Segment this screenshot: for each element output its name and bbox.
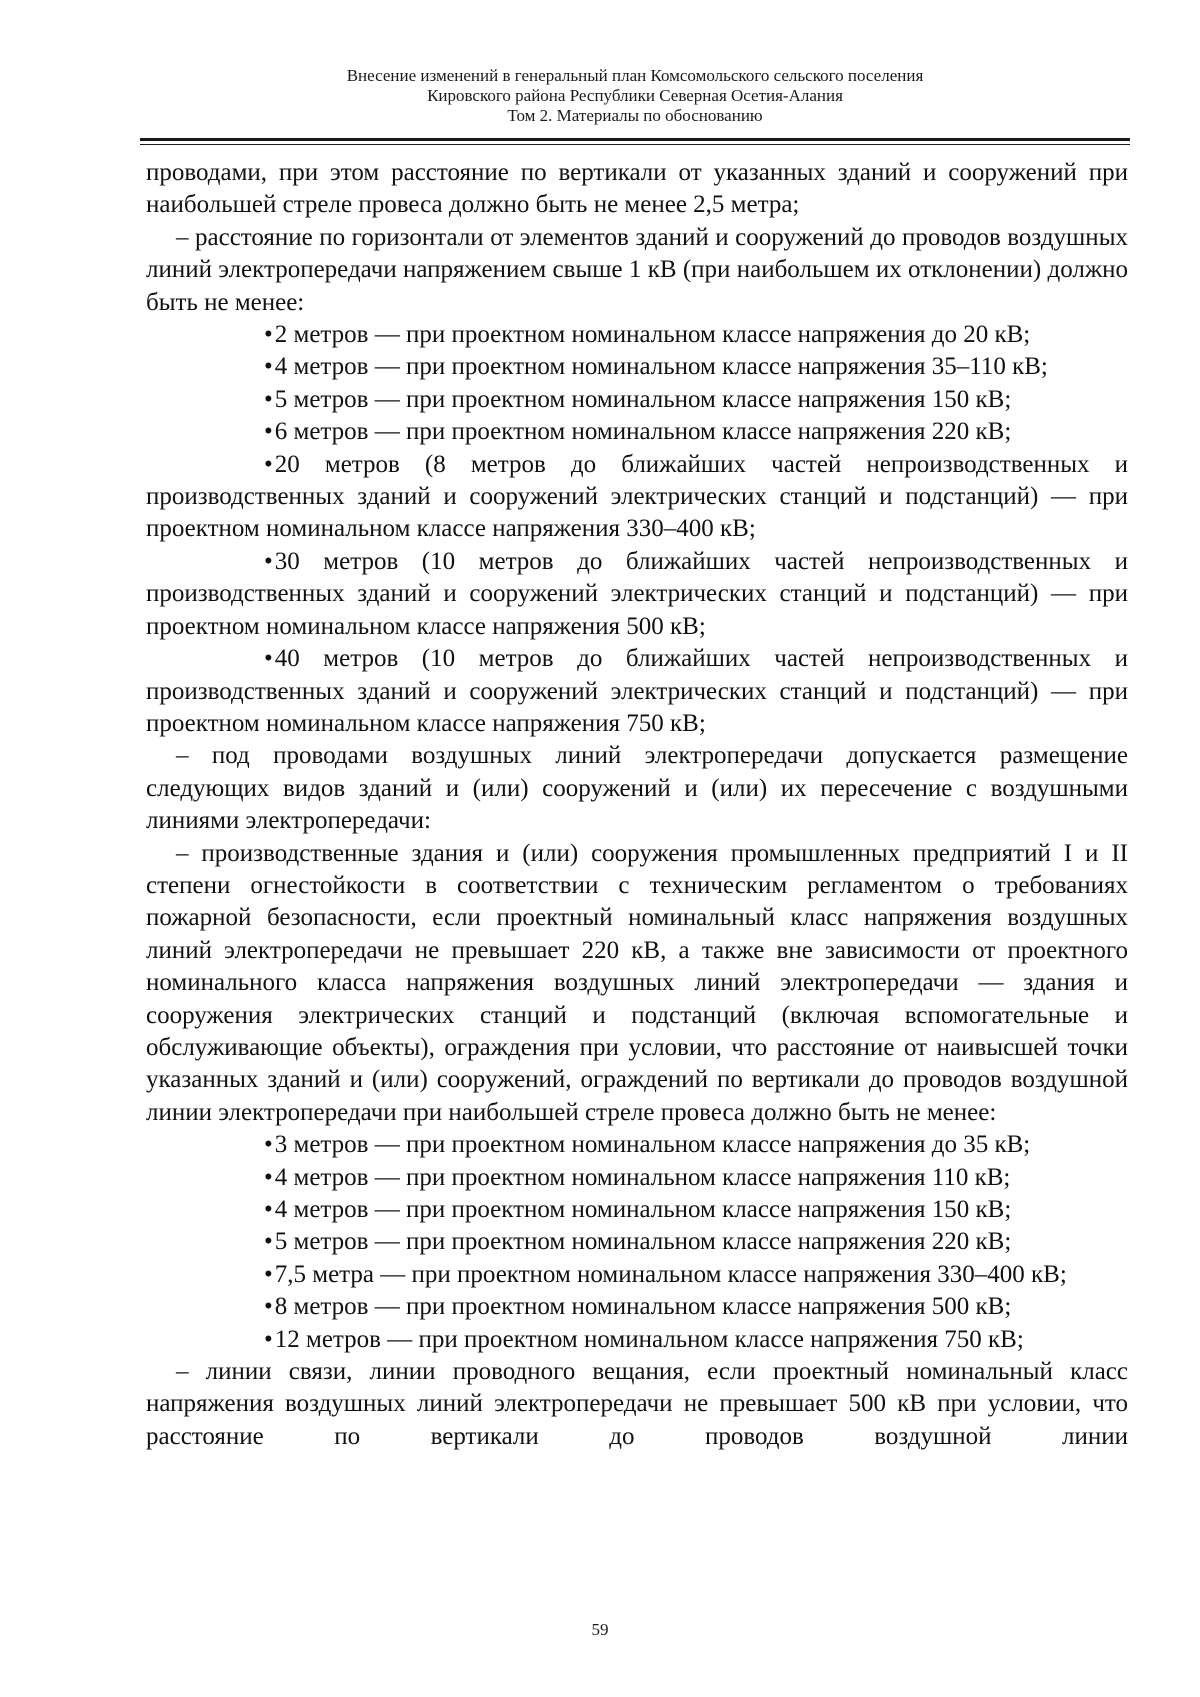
bullet-icon: •	[264, 1228, 273, 1256]
header-rule-thin	[140, 144, 1130, 145]
header-line-1: Внесение изменений в генеральный план Комсомольского сельского поселения	[346, 66, 924, 85]
running-header	[140, 66, 1130, 126]
bullet-item: •20 метров (8 метров до ближайших частей непроизводственных и производственных зданий и сооружений электрических станций и подстанций) — при проектном номинальном классе напряжения 330–400 кВ;	[146, 450, 1128, 543]
bullet-icon: •	[264, 450, 273, 478]
bullet-item: •2 метров — при проектном номинальном классе напряжения до 20 кВ;	[146, 319, 1128, 351]
bullet-icon: •	[264, 353, 273, 381]
paragraph: проводами, при этом расстояние по вертикали от указанных зданий и сооружений при наибольшей стреле провеса должно быть не менее 2,5 метра;	[146, 159, 1128, 219]
bullet-item: •3 метров — при проектном номинальном классе напряжения до 35 кВ;	[146, 1129, 1128, 1161]
bullet-icon: •	[264, 1163, 273, 1191]
bullet-item: •8 метров — при проектном номинальном классе напряжения 500 кВ;	[146, 1291, 1128, 1323]
bullet-item: •40 метров (10 метров до ближайших частей непроизводственных и производственных зданий и сооружений электрических станций и подстанций) — при проектном номинальном классе напряжения 750 кВ;	[146, 645, 1128, 737]
bullet-icon: •	[264, 547, 273, 575]
bullet-item: •12 метров — при проектном номинальном классе напряжения 750 кВ;	[146, 1324, 1128, 1356]
dash-item: – под проводами воздушных линий электропередачи допускается размещение следующих видов зданий и (или) сооружений и (или) их пересечение с воздушными линиями электропередачи:	[146, 742, 1128, 835]
page-number: 59	[591, 1620, 609, 1639]
body-text	[146, 157, 1128, 1453]
bullet-item: •30 метров (10 метров до ближайших частей непроизводственных и производственных зданий и сооружений электрических станций и подстанций) — при проектном номинальном классе напряжения 500 кВ;	[146, 547, 1128, 640]
bullet-icon: •	[264, 1325, 273, 1353]
bullet-icon: •	[264, 418, 273, 446]
bullet-item: •4 метров — при проектном номинальном классе напряжения 110 кВ;	[146, 1162, 1128, 1194]
bullet-icon: •	[264, 385, 273, 413]
bullet-icon: •	[264, 645, 273, 673]
bullet-icon: •	[264, 1131, 273, 1159]
dash-item: – расстояние по горизонтали от элементов зданий и сооружений до проводов воздушных линий электропередачи напряжением свыше 1 кВ (при наибольшем их отклонении) должно быть не менее:	[146, 223, 1128, 316]
dash-item: – производственные здания и (или) сооружения промышленных предприятий I и II степени огнестойкости в соответствии с техническим регламентом о требованиях пожарной безопасности, если проектный номинальный класс напряжения воздушных линий электропередачи не превышает 220 кВ, а также вне зависимости от проектного номинального класса напряжения воздушных линий электропередачи — здания и сооружения электрических станций и подстанций (включая вспомогательные и обслуживающие объекты), ограждения при условии, что расстояние от наивысшей точки указанных зданий и (или) сооружений, ограждений по вертикали до проводов воздушной линии электропередачи при наибольшей стреле провеса должно быть не менее:	[146, 839, 1128, 1126]
header-line-2: Кировского района Республики Северная Осетия-Алания	[427, 86, 843, 105]
bullet-item: •4 метров — при проектном номинальном классе напряжения 35–110 кВ;	[146, 351, 1128, 383]
dash-item: – линии связи, линии проводного вещания, если проектный номинальный класс напряжения воздушных линий электропередачи не превышает 500 кВ при условии, что расстояние по вертикали до проводов воздушной линии	[146, 1358, 1128, 1450]
header-rule-thick	[140, 138, 1130, 141]
bullet-item: •7,5 метра — при проектном номинальном классе напряжения 330–400 кВ;	[146, 1259, 1128, 1291]
bullet-icon: •	[264, 1293, 273, 1321]
bullet-item: •5 метров — при проектном номинальном классе напряжения 220 кВ;	[146, 1226, 1128, 1258]
bullet-item: •6 метров — при проектном номинальном классе напряжения 220 кВ;	[146, 416, 1128, 448]
bullet-icon: •	[264, 321, 273, 349]
bullet-item: •4 метров — при проектном номинальном классе напряжения 150 кВ;	[146, 1194, 1128, 1226]
bullet-icon: •	[264, 1260, 273, 1288]
bullet-item: •5 метров — при проектном номинальном классе напряжения 150 кВ;	[146, 384, 1128, 416]
header-line-3: Том 2. Материалы по обоснованию	[507, 106, 763, 125]
bullet-icon: •	[264, 1196, 273, 1223]
